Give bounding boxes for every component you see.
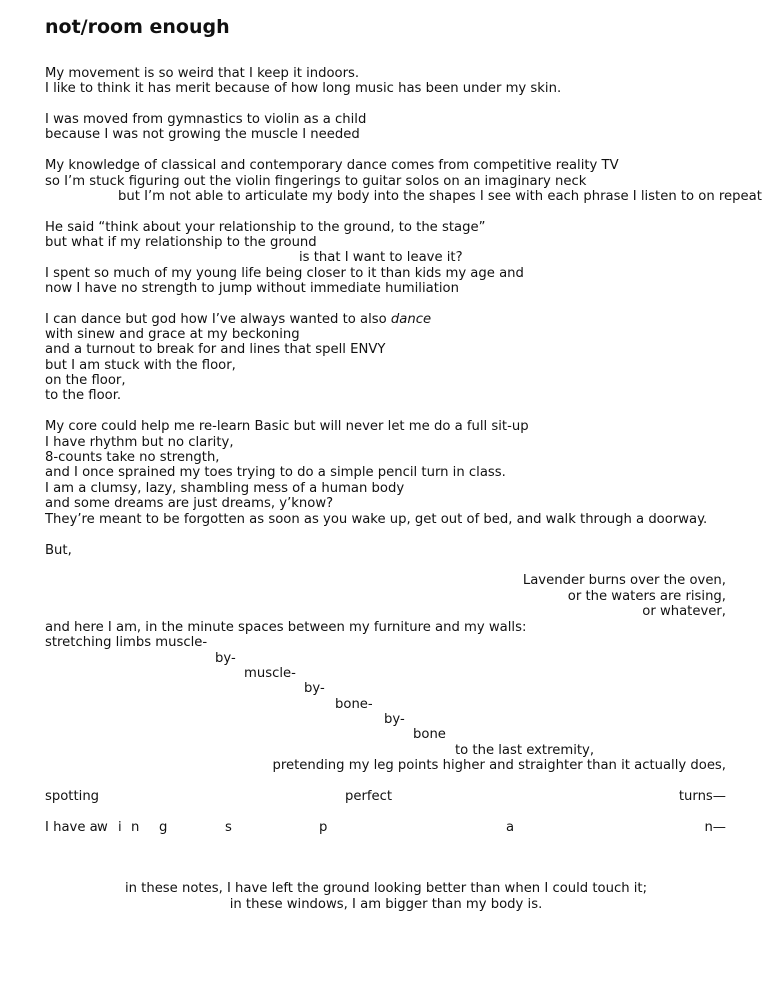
poem-line: [45, 312, 431, 327]
poem-line: but what if my relationship to the ground: [45, 235, 317, 250]
poem-line-right: Lavender burns over the oven,: [522, 573, 726, 588]
poem-line: so I’m stuck figuring out the violin fingerings to guitar solos on an imaginary neck: [45, 174, 587, 189]
poem-line: but I am stuck with the floor,: [45, 358, 236, 373]
poem-line: stretching limbs muscle-: [45, 635, 208, 650]
emphasized-word: dance: [390, 312, 432, 327]
poem-line: is that I want to leave it?: [299, 250, 463, 265]
poem-line: on the floor,: [45, 373, 126, 388]
poem-line: with sinew and grace at my beckoning: [45, 327, 300, 342]
poem-text: I can dance but god how I’ve always wanted to also: [45, 312, 391, 327]
poem-line: I am a clumsy, lazy, shambling mess of a human body: [45, 481, 405, 496]
cascade-word: bone: [413, 727, 446, 742]
closing-line: in these notes, I have left the ground looking better than when I could touch it;: [124, 881, 648, 896]
poem-line: I spent so much of my young life being closer to it than kids my age and: [45, 266, 524, 281]
cascade-word: bone-: [335, 697, 373, 712]
poem-line: and some dreams are just dreams, y’know?: [45, 496, 334, 511]
poem-line: But,: [45, 543, 72, 558]
spaced-letter: p: [319, 820, 328, 835]
poem-line-right: or whatever,: [642, 604, 726, 619]
cascade-word: muscle-: [244, 666, 296, 681]
poem-line-right: or the waters are rising,: [567, 589, 726, 604]
poem-line-right: pretending my leg points higher and straighter than it actually does,: [272, 758, 726, 773]
spaced-word: perfect: [345, 789, 393, 804]
poem-line: 8-counts take no strength,: [45, 450, 220, 465]
poem-line: My knowledge of classical and contemporary dance comes from competitive reality TV: [45, 158, 619, 173]
poem-title: not/room enough: [45, 16, 230, 38]
poem-line: because I was not growing the muscle I needed: [45, 127, 360, 142]
spaced-letter: s: [225, 820, 232, 835]
poem-line: My core could help me re-learn Basic but will never let me do a full sit-up: [45, 419, 529, 434]
poem-line: and a turnout to break for and lines that spell ENVY: [45, 342, 386, 357]
poem-line: I have rhythm but no clarity,: [45, 435, 234, 450]
closing-line: in these windows, I am bigger than my body is.: [229, 897, 543, 912]
cascade-word: by-: [215, 651, 236, 666]
spaced-letter: a: [506, 820, 515, 835]
spaced-word: turns—: [678, 789, 726, 804]
poem-line: He said “think about your relationship to the ground, to the stage”: [45, 220, 486, 235]
poem-line: I like to think it has merit because of how long music has been under my skin.: [45, 81, 562, 96]
poem-line: They’re meant to be forgotten as soon as you wake up, get out of bed, and walk through a doorway.: [45, 512, 708, 527]
poem-line: My movement is so weird that I keep it indoors.: [45, 66, 360, 81]
spaced-letter: i: [118, 820, 122, 835]
spaced-letter: n: [131, 820, 140, 835]
poem-line: now I have no strength to jump without immediate humiliation: [45, 281, 459, 296]
spaced-letter: w: [97, 820, 108, 835]
poem-line: I was moved from gymnastics to violin as a child: [45, 112, 367, 127]
spaced-word: spotting: [45, 789, 100, 804]
spaced-letter: n—: [704, 820, 726, 835]
poem-line: but I’m not able to articulate my body into the shapes I see with each phrase I listen to on repeat: [118, 189, 762, 204]
spaced-letter: g: [159, 820, 168, 835]
cascade-word: to the last extremity,: [455, 743, 595, 758]
cascade-word: by-: [304, 681, 325, 696]
spaced-word: I have a: [45, 820, 98, 835]
poem-line: and here I am, in the minute spaces between my furniture and my walls:: [45, 620, 527, 635]
poem-line: to the floor.: [45, 388, 122, 403]
poem-line: and I once sprained my toes trying to do a simple pencil turn in class.: [45, 465, 506, 480]
cascade-word: by-: [384, 712, 405, 727]
